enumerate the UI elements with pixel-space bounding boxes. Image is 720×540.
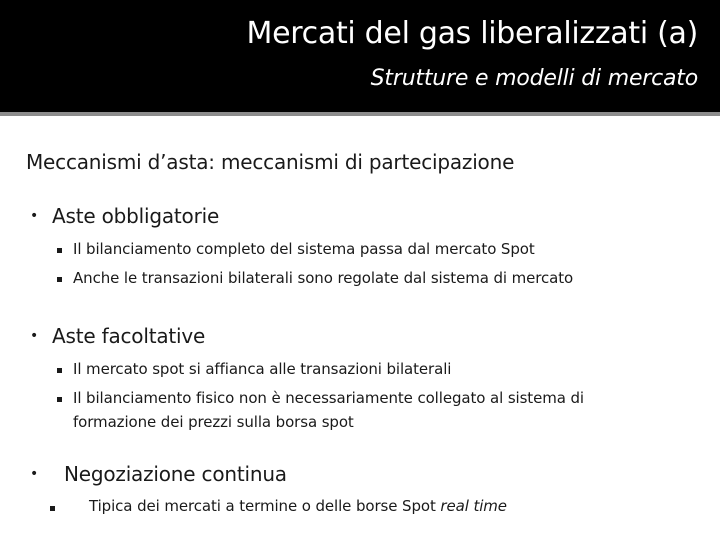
square-bullet-icon [57, 368, 62, 373]
bullet-label: Aste facoltative [52, 324, 206, 348]
slide-subtitle: Strutture e modelli di mercato [370, 66, 698, 91]
bullet-label: Negoziazione continua [64, 462, 287, 486]
sub-bullet-text-italic: real time [440, 497, 507, 515]
square-bullet-icon [57, 248, 62, 253]
bullet-icon: • [30, 466, 39, 482]
bullet-label: Aste obbligatorie [52, 204, 220, 228]
bullet-icon: • [30, 208, 39, 224]
sub-bullet-text-continued: formazione dei prezzi sulla borsa spot [73, 413, 354, 431]
section-heading: Meccanismi d’asta: meccanismi di partecipazione [26, 150, 515, 174]
slide-title: Mercati del gas liberalizzati (a) [246, 16, 698, 51]
square-bullet-icon [50, 506, 55, 511]
square-bullet-icon [57, 277, 62, 282]
bullet-item-negoziazione-continua [30, 462, 287, 486]
header-divider [0, 112, 720, 116]
sub-bullet-text: Anche le transazioni bilaterali sono regolate dal sistema di mercato [73, 269, 574, 287]
bullet-icon: • [30, 328, 39, 344]
sub-bullet-text [89, 497, 507, 515]
bullet-item-aste-obbligatorie [30, 204, 219, 228]
bullet-item-aste-facoltative [30, 324, 205, 348]
slide-header [0, 0, 720, 112]
sub-bullet-text: Il mercato spot si affianca alle transazioni bilaterali [73, 360, 452, 378]
sub-bullet-text: Il bilanciamento fisico non è necessariamente collegato al sistema di [73, 389, 584, 407]
sub-bullet-text-regular: Tipica dei mercati a termine o delle borse Spot [89, 497, 441, 515]
square-bullet-icon [57, 397, 62, 402]
sub-bullet-text: Il bilanciamento completo del sistema passa dal mercato Spot [73, 240, 535, 258]
